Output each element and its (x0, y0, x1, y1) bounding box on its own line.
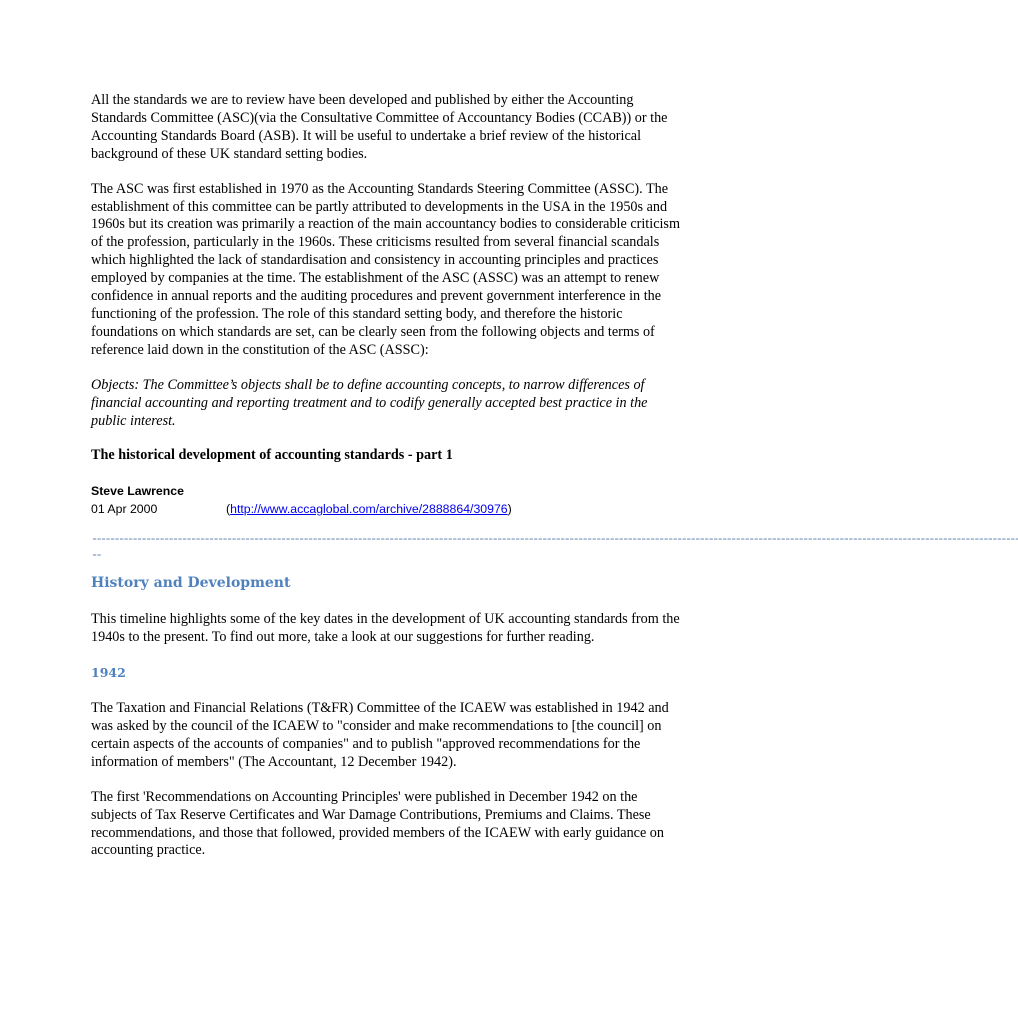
timeline-intro-paragraph: This timeline highlights some of the key dates in the development of UK accounting standards from the 1940s to the present. To find out more, take a look at our suggestions for further reading. (91, 611, 680, 646)
committee-objects-quote: Objects: The Committee’s objects shall be to define accounting concepts, to narrow differences of financial accounting and reporting treatment and to codify generally accepted best practice in the public interest. (91, 376, 648, 429)
history-section-heading: History and Development (91, 575, 291, 592)
year-heading-1942: 1942 (91, 665, 126, 681)
link-close-paren: ) (507, 502, 512, 517)
article-title: The historical development of accounting standards - part 1 (91, 447, 453, 464)
article-source-link[interactable]: http://www.accaglobal.com/archive/2888864/30976 (230, 502, 508, 517)
dashed-divider: -------------------------------------------------------------------------------------------------------------------------------------------------------------------------------------------------------------- (91, 532, 1018, 547)
tfr-committee-paragraph: The Taxation and Financial Relations (T&FR) Committee of the ICAEW was established in 1942 and was asked by the council of the ICAEW to "consider and make recommendations to [the council] on certain aspects of the accounts of companies" and to publish "approved recommendations for the information of members" (The Accountant, 12 December 1942). (91, 700, 669, 770)
article-link-wrapper (226, 500, 512, 518)
article-meta (91, 482, 681, 518)
intro-paragraph-standards: All the standards we are to review have been developed and published by either the Accounting Standards Committee (ASC)(via the Consultative Committee of Accountancy Bodies (CCAB)) or the Accounting Standards Board (ASB). It will be useful to undertake a brief review of the historical background of these UK standard setting bodies. (91, 92, 668, 162)
link-open-paren: ( (226, 502, 231, 517)
article-date: 01 Apr 2000 (91, 502, 158, 517)
document-page (91, 92, 1018, 860)
intro-paragraph-asc-history: The ASC was first established in 1970 as the Accounting Standards Steering Committee (ASSC). The establishment of this committee can be partly attributed to developments in the USA in the 1950s and 1960s but its creation was primarily a reaction of the main accountancy bodies to considerable criticism of the profession, particularly in the 1960s. These criticisms resulted from several financial scandals which highlighted the lack of standardisation and consistency in accounting principles and practices employed by companies at the time. The establishment of the ASC (ASSC) was an attempt to renew confidence in annual reports and the auditing procedures and prevent government interference in the functioning of the profession. The role of this standard setting body, and therefore the historic foundations on which standards are set, can be clearly seen from the following objects and terms of reference laid down in the constitution of the ASC (ASSC): (91, 180, 680, 358)
article-date-row (91, 500, 681, 518)
first-recommendations-paragraph: The first 'Recommendations on Accounting Principles' were published in December 1942 on the subjects of Tax Reserve Certificates and War Damage Contributions, Premiums and Claims. These recommendations, and those that followed, provided members of the ICAEW with early guidance on accounting practice. (91, 788, 664, 859)
article-author: Steve Lawrence (91, 484, 184, 499)
dashed-divider-tail: -- (91, 548, 101, 563)
